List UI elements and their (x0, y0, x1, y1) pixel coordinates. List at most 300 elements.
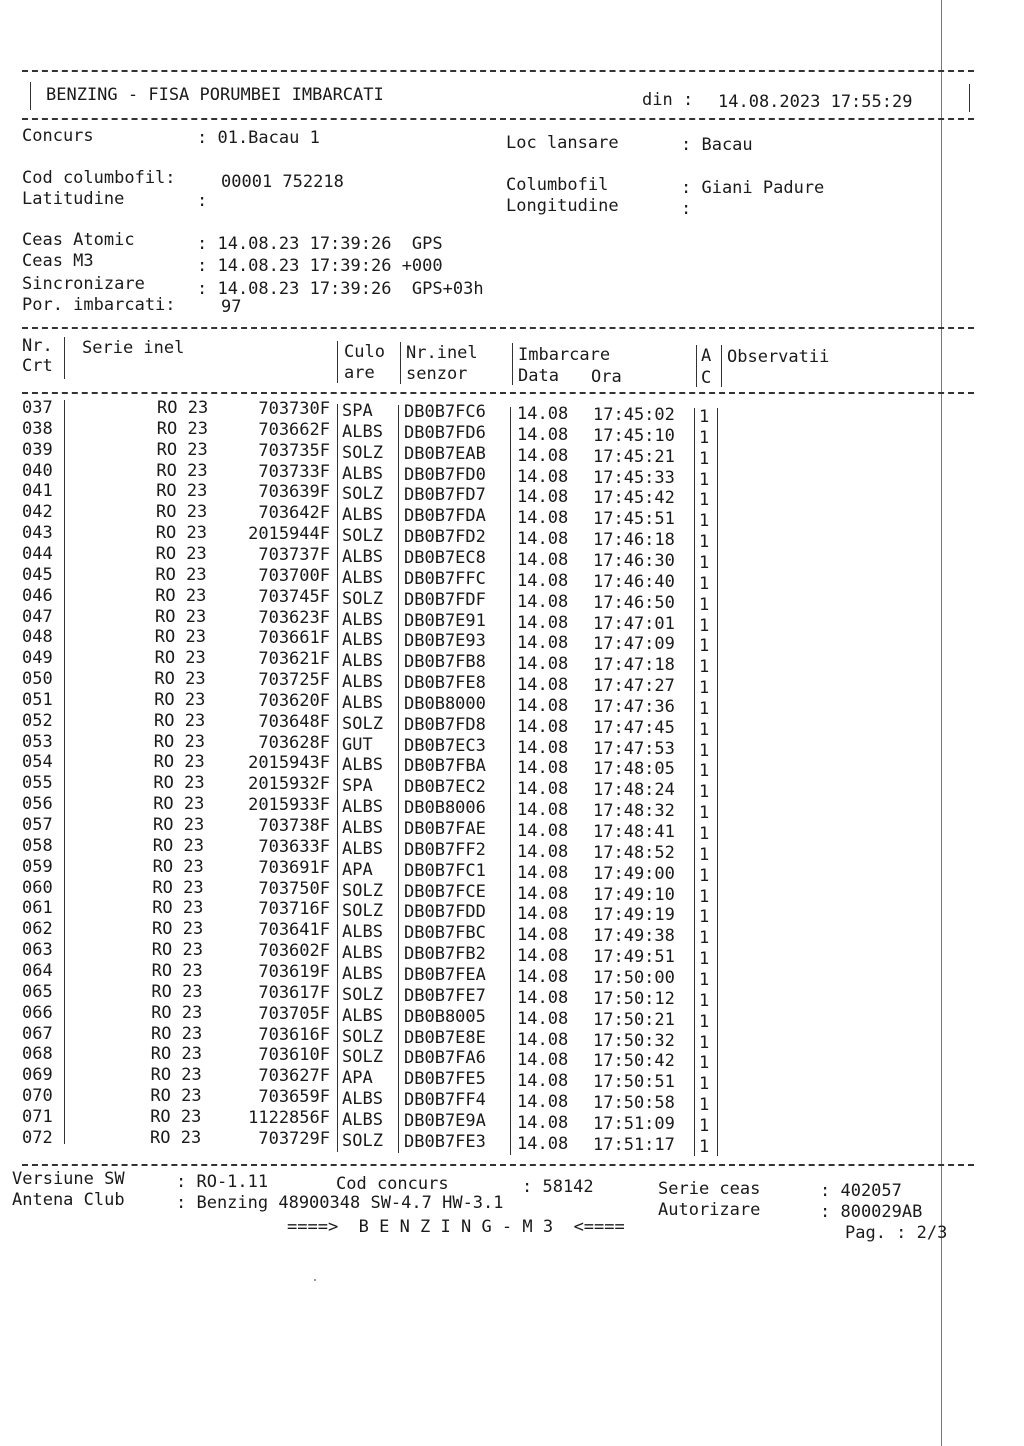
table-row (0, 460, 1024, 490)
table-row (0, 815, 1024, 844)
row-color: ALBS (342, 755, 383, 776)
loc-lansare-value: : Bacau (681, 135, 753, 155)
table-row (0, 648, 1024, 678)
row-time: 17:50:00 (593, 967, 675, 988)
header-sep-4 (512, 343, 513, 385)
row-time: 17:48:32 (593, 801, 675, 822)
row-color: SOLZ (342, 442, 383, 463)
table-row (0, 1127, 1024, 1157)
row-time: 17:47:01 (593, 613, 675, 634)
longitudine-value: : (681, 199, 692, 219)
row-time: 17:51:17 (593, 1134, 675, 1155)
row-ac: 1 (699, 1074, 710, 1095)
header-sep-5 (696, 345, 697, 387)
row-date: 14.08 (517, 695, 569, 716)
row-nr: 063 (22, 940, 53, 961)
row-nr: 059 (22, 856, 53, 877)
row-date: 14.08 (517, 675, 569, 696)
concurs-value: : 01.Bacau 1 (197, 128, 320, 148)
row-ac: 1 (699, 1095, 710, 1116)
row-ac: 1 (699, 824, 710, 844)
row-color: ALBS (342, 838, 383, 859)
row-sensor: DB0B7FBC (404, 923, 486, 944)
col-header-crt: Crt (22, 356, 53, 376)
row-ac: 1 (699, 678, 710, 699)
header-sep-1 (64, 337, 65, 379)
col-header-nr: Nr. (22, 336, 53, 356)
table-row (0, 835, 1024, 865)
row-nr: 054 (22, 752, 53, 773)
row-date: 14.08 (517, 883, 569, 904)
table-row (0, 1002, 1024, 1032)
row-color: SOLZ (342, 1130, 383, 1151)
row-ac: 1 (699, 782, 710, 803)
row-color: ALBS (342, 609, 383, 630)
row-sensor: DB0B7EC8 (404, 547, 486, 568)
row-date: 14.08 (517, 424, 569, 445)
row-color: SOLZ (342, 901, 383, 922)
row-nr: 044 (22, 543, 53, 564)
row-date: 14.08 (517, 612, 569, 633)
row-ring-number: 703659F (258, 1087, 330, 1108)
row-ring-number: 2015943F (248, 753, 330, 774)
row-time: 17:45:42 (593, 488, 675, 509)
row-sensor: DB0B7FD0 (404, 464, 486, 485)
row-nr: 060 (22, 877, 53, 898)
row-ring-number: 703641F (258, 920, 330, 941)
table-row (0, 1065, 1024, 1095)
row-country-year: RO 23 (154, 710, 206, 731)
header-sep-2 (337, 341, 338, 383)
table-row (0, 564, 1024, 594)
row-ac: 1 (699, 761, 710, 782)
row-sensor: DB0B7E91 (404, 610, 486, 631)
versiune-sw-value: : RO-1.11 (176, 1172, 269, 1192)
row-time: 17:50:42 (593, 1051, 675, 1072)
cod-columbofil-label: Cod columbofil: (22, 168, 176, 188)
row-country-year: RO 23 (151, 1002, 203, 1023)
row-country-year: RO 23 (153, 731, 205, 752)
row-sensor: DB0B7FE5 (404, 1069, 486, 1090)
row-ac: 1 (699, 949, 710, 970)
row-sensor: DB0B7FA6 (404, 1048, 486, 1069)
row-ring-number: 703633F (258, 836, 330, 857)
row-color: GUT (342, 734, 373, 755)
row-ac: 1 (699, 1115, 710, 1136)
row-nr: 065 (22, 981, 53, 1002)
report-title: BENZING - FISA PORUMBEI IMBARCATI (46, 85, 384, 105)
row-date: 14.08 (517, 737, 569, 758)
page-number: Pag. : 2/3 (845, 1223, 948, 1243)
row-color: ALBS (342, 818, 383, 838)
row-color: ALBS (342, 463, 383, 484)
row-nr: 067 (22, 1023, 53, 1044)
row-ring-number: 703661F (258, 628, 330, 649)
row-color: ALBS (342, 1109, 383, 1130)
table-row (0, 398, 1024, 427)
row-color: ALBS (342, 421, 383, 442)
scan-speck (314, 1279, 316, 1281)
row-sensor: DB0B8006 (404, 798, 486, 819)
row-time: 17:51:09 (593, 1113, 675, 1134)
row-country-year: RO 23 (154, 627, 206, 648)
body-sep-5 (694, 408, 695, 1156)
row-ring-number: 703623F (258, 607, 330, 628)
row-ac: 1 (699, 594, 710, 615)
latitudine-label: Latitudine (22, 189, 125, 209)
row-ac: 1 (699, 844, 710, 865)
por-imbarcati-label: Por. imbarcati: (22, 295, 176, 315)
row-color: ALBS (342, 567, 383, 588)
table-header-rule (22, 392, 974, 394)
row-ac: 1 (699, 636, 710, 657)
body-sep-4 (510, 407, 511, 1155)
row-color: ALBS (342, 797, 383, 818)
row-ac: 1 (699, 490, 710, 511)
row-ac: 1 (699, 907, 710, 928)
longitudine-label: Longitudine (506, 196, 619, 216)
row-ac: 1 (699, 1053, 710, 1074)
row-color: SOLZ (342, 984, 383, 1005)
row-country-year: RO 23 (150, 1086, 202, 1107)
row-nr: 055 (22, 773, 53, 794)
row-date: 14.08 (517, 529, 569, 550)
row-sensor: DB0B7FB8 (404, 652, 486, 673)
row-date: 14.08 (517, 1071, 569, 1092)
row-country-year: RO 23 (155, 585, 207, 606)
row-nr: 071 (22, 1106, 53, 1127)
row-ring-number: 703642F (258, 503, 330, 524)
row-color: ALBS (342, 546, 383, 567)
row-nr: 049 (22, 648, 53, 669)
row-time: 17:50:51 (593, 1072, 675, 1093)
row-country-year: RO 23 (153, 773, 205, 794)
col-header-observatii: Observatii (727, 347, 830, 367)
row-sensor: DB0B7FBA (404, 756, 486, 777)
row-date: 14.08 (517, 987, 569, 1008)
row-date: 14.08 (517, 1112, 569, 1133)
row-color: SPA (342, 776, 373, 797)
row-sensor: DB0B7FDF (404, 589, 486, 610)
row-sensor: DB0B7E93 (404, 631, 486, 652)
col-header-culo: Culo (344, 342, 385, 362)
row-country-year: RO 23 (155, 564, 207, 585)
row-color: SOLZ (342, 713, 383, 734)
row-sensor: DB0B7FDA (404, 506, 486, 527)
row-date: 14.08 (517, 862, 569, 883)
row-nr: 056 (22, 794, 53, 815)
row-ring-number: 2015933F (248, 795, 330, 816)
row-country-year: RO 23 (155, 543, 207, 564)
row-time: 17:47:53 (593, 738, 675, 759)
row-nr: 045 (22, 564, 53, 585)
row-nr: 058 (22, 835, 53, 856)
row-time: 17:45:21 (593, 446, 675, 467)
row-sensor: DB0B7FE7 (404, 985, 486, 1006)
row-time: 17:45:33 (593, 467, 675, 488)
cod-concurs-value: : 58142 (522, 1177, 594, 1197)
row-ring-number: 703628F (258, 732, 330, 753)
row-ac: 1 (699, 990, 710, 1011)
row-ac: 1 (699, 969, 710, 990)
row-ring-number: 2015944F (248, 524, 330, 545)
row-color: SOLZ (342, 1026, 383, 1047)
benzing-banner: ====> B E N Z I N G - M 3 <==== (287, 1217, 625, 1237)
row-date: 14.08 (517, 966, 569, 987)
latitudine-value: : (197, 191, 208, 211)
columbofil-label: Columbofil (506, 175, 609, 195)
row-nr: 072 (22, 1127, 53, 1148)
row-nr: 047 (22, 606, 53, 627)
table-row (0, 877, 1024, 907)
body-sep-2 (337, 404, 338, 1152)
row-nr: 039 (22, 439, 53, 460)
table-row (0, 731, 1024, 761)
row-color: ALBS (342, 1089, 383, 1110)
row-sensor: DB0B7FEA (404, 964, 486, 985)
row-ac: 1 (699, 1011, 710, 1032)
row-ac: 1 (699, 803, 710, 824)
row-sensor: DB0B7FAE (404, 819, 486, 839)
table-row (0, 794, 1024, 824)
row-sensor: DB0B8000 (404, 693, 486, 714)
row-sensor: DB0B7FCE (404, 881, 486, 902)
table-row (0, 940, 1024, 970)
row-country-year: RO 23 (151, 1023, 203, 1044)
col-header-are: are (344, 363, 375, 383)
row-nr: 057 (22, 815, 53, 835)
table-row (0, 1044, 1024, 1074)
row-country-year: RO 23 (150, 1044, 202, 1065)
table-row (0, 669, 1024, 699)
row-nr: 037 (22, 398, 53, 418)
col-header-senzor: senzor (406, 364, 468, 384)
col-header-a: A (701, 346, 712, 366)
row-country-year: RO 23 (152, 877, 204, 898)
row-ring-number: 703735F (258, 440, 330, 461)
row-ac: 1 (699, 698, 710, 719)
row-date: 14.08 (517, 549, 569, 570)
row-ring-number: 703716F (258, 899, 330, 920)
row-time: 17:49:51 (593, 947, 675, 968)
cod-concurs-label: Cod concurs (336, 1174, 449, 1194)
row-date: 14.08 (517, 904, 569, 925)
row-ac: 1 (699, 928, 710, 949)
row-nr: 050 (22, 669, 53, 690)
table-row (0, 523, 1024, 553)
row-country-year: RO 23 (152, 898, 204, 919)
sincronizare-value: : 14.08.23 17:39:26 GPS+03h (197, 279, 484, 299)
row-ring-number: 703639F (258, 482, 330, 503)
header-sep-6 (721, 345, 722, 387)
row-ring-number: 703750F (258, 878, 330, 899)
antena-club-label: Antena Club (12, 1190, 125, 1210)
row-ring-number: 703616F (258, 1024, 330, 1045)
row-country-year: RO 23 (150, 1065, 202, 1086)
row-time: 17:46:18 (593, 530, 675, 551)
row-color: SPA (342, 401, 373, 421)
row-date: 14.08 (517, 487, 569, 508)
row-ring-number: 703745F (258, 586, 330, 607)
row-country-year: RO 23 (150, 1127, 202, 1148)
row-date: 14.08 (517, 633, 569, 654)
row-nr: 052 (22, 710, 53, 731)
ceas-atomic-label: Ceas Atomic (22, 230, 135, 250)
table-row (0, 960, 1024, 990)
row-country-year: RO 23 (150, 1106, 202, 1127)
row-ring-number: 703738F (258, 816, 330, 836)
row-time: 17:45:10 (593, 425, 675, 446)
table-row (0, 1086, 1024, 1116)
ceas-m3-value: : 14.08.23 17:39:26 +000 (197, 256, 443, 276)
row-time: 17:45:02 (593, 405, 675, 425)
row-time: 17:50:21 (593, 1009, 675, 1030)
row-country-year: RO 23 (156, 439, 208, 460)
row-sensor: DB0B7E9A (404, 1110, 486, 1131)
row-ring-number: 703617F (258, 982, 330, 1003)
table-row (0, 502, 1024, 532)
row-nr: 048 (22, 627, 53, 648)
row-ring-number: 703705F (258, 1003, 330, 1024)
row-date: 14.08 (517, 654, 569, 675)
col-header-imbarcare: Imbarcare (518, 345, 611, 365)
body-sep-6 (717, 408, 718, 1156)
concurs-label: Concurs (22, 126, 94, 146)
row-ac: 1 (699, 865, 710, 886)
row-ring-number: 703648F (258, 711, 330, 732)
row-date: 14.08 (517, 570, 569, 591)
row-time: 17:50:32 (593, 1030, 675, 1051)
table-row (0, 418, 1024, 448)
row-nr: 064 (22, 960, 53, 981)
row-date: 14.08 (517, 1050, 569, 1071)
row-time: 17:47:36 (593, 696, 675, 717)
row-country-year: RO 23 (152, 919, 204, 940)
row-ac: 1 (699, 469, 710, 490)
row-sensor: DB0B7EC2 (404, 777, 486, 798)
row-country-year: RO 23 (153, 794, 205, 815)
table-row (0, 856, 1024, 886)
row-nr: 068 (22, 1044, 53, 1065)
row-nr: 053 (22, 731, 53, 752)
row-date: 14.08 (517, 591, 569, 612)
col-header-ora: Ora (591, 367, 622, 387)
row-color: APA (342, 1068, 373, 1089)
row-color: ALBS (342, 943, 383, 964)
autorizare-label: Autorizare (658, 1200, 761, 1220)
row-nr: 051 (22, 689, 53, 710)
versiune-sw-label: Versiune SW (12, 1169, 125, 1189)
col-header-inel: Nr.inel (406, 343, 478, 363)
row-sensor: DB0B7FD7 (404, 485, 486, 506)
row-color: APA (342, 859, 373, 880)
row-ac: 1 (699, 1136, 710, 1157)
row-date: 14.08 (517, 508, 569, 529)
row-country-year: RO 23 (152, 856, 204, 877)
row-country-year: RO 23 (155, 523, 207, 544)
table-row (0, 773, 1024, 803)
row-time: 17:49:10 (593, 884, 675, 905)
row-country-year: RO 23 (154, 648, 206, 669)
row-nr: 041 (22, 481, 53, 502)
row-time: 17:49:00 (593, 863, 675, 884)
row-date: 14.08 (517, 1092, 569, 1113)
row-date: 14.08 (517, 779, 569, 800)
row-nr: 061 (22, 898, 53, 919)
table-row (0, 898, 1024, 928)
row-ring-number: 703619F (258, 961, 330, 982)
row-sensor: DB0B7FD6 (404, 422, 486, 443)
row-time: 17:45:51 (593, 509, 675, 530)
row-ac: 1 (699, 532, 710, 553)
row-country-year: RO 23 (155, 606, 207, 627)
col-header-data: Data (518, 366, 559, 386)
row-time: 17:46:40 (593, 571, 675, 592)
row-sensor: DB0B7EAB (404, 443, 486, 464)
row-date: 14.08 (517, 466, 569, 487)
table-row (0, 627, 1024, 657)
row-ac: 1 (699, 719, 710, 740)
row-sensor: DB0B7FD8 (404, 714, 486, 735)
row-time: 17:47:09 (593, 634, 675, 655)
row-sensor: DB0B7E8E (404, 1027, 486, 1048)
cod-columbofil-value: 00001 752218 (221, 172, 344, 192)
row-time: 17:49:19 (593, 905, 675, 926)
row-color: SOLZ (342, 526, 383, 547)
row-ring-number: 703733F (258, 461, 330, 482)
row-color: ALBS (342, 963, 383, 984)
row-nr: 042 (22, 502, 53, 523)
row-nr: 066 (22, 1002, 53, 1023)
table-row (0, 689, 1024, 719)
row-nr: 046 (22, 585, 53, 606)
row-ring-number: 703729F (258, 1128, 330, 1149)
din-label: din : (642, 90, 694, 110)
table-row (0, 585, 1024, 615)
row-ac: 1 (699, 427, 710, 448)
columbofil-value: : Giani Padure (681, 178, 825, 198)
row-nr: 070 (22, 1086, 53, 1107)
row-color: ALBS (342, 922, 383, 943)
row-time: 17:46:30 (593, 550, 675, 571)
footer-top-rule (22, 1164, 974, 1166)
table-row (0, 481, 1024, 511)
row-date: 14.08 (517, 716, 569, 737)
row-time: 17:48:52 (593, 842, 675, 863)
row-date: 14.08 (517, 445, 569, 466)
row-country-year: RO 23 (151, 960, 203, 981)
table-row (0, 981, 1024, 1011)
table-row (0, 606, 1024, 636)
table-row (0, 543, 1024, 573)
table-row (0, 710, 1024, 740)
row-date: 14.08 (517, 1029, 569, 1050)
row-time: 17:47:45 (593, 717, 675, 738)
row-ac: 1 (699, 740, 710, 761)
row-ring-number: 1122856F (248, 1107, 330, 1128)
por-imbarcati-value: 97 (221, 297, 242, 317)
row-date: 14.08 (517, 800, 569, 821)
col-header-c: C (701, 368, 712, 388)
body-sep-1 (64, 400, 65, 1144)
row-ac: 1 (699, 407, 710, 427)
row-sensor: DB0B7FFC (404, 568, 486, 589)
row-ring-number: 703621F (258, 649, 330, 670)
row-country-year: RO 23 (153, 752, 205, 773)
row-sensor: DB0B7FF4 (404, 1090, 486, 1111)
table-top-rule (22, 327, 974, 329)
row-ac: 1 (699, 886, 710, 907)
